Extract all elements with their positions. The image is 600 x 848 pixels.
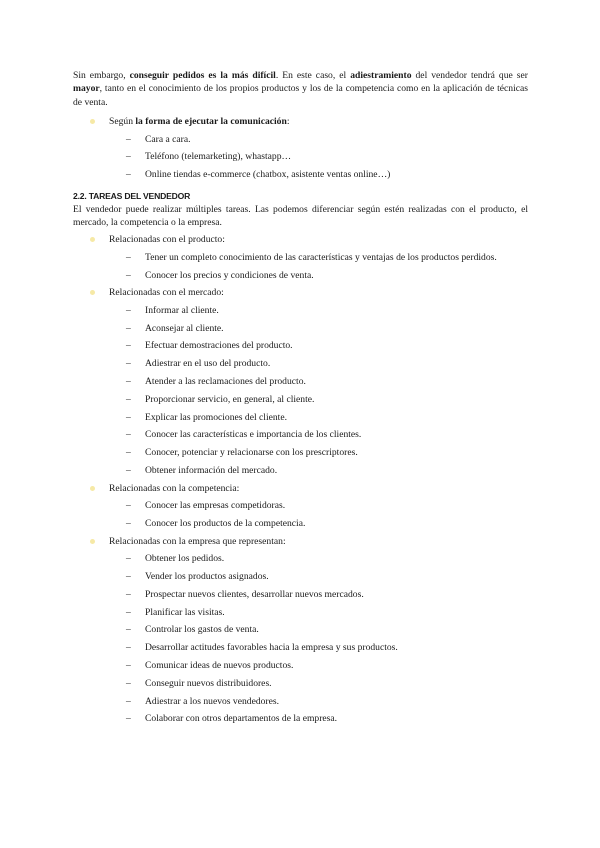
task-group-label: Relacionadas con el producto: — [109, 234, 225, 246]
list-item — [109, 357, 528, 370]
list-item-text: Obtener los pedidos. — [145, 553, 225, 565]
list-item — [109, 517, 528, 530]
task-group-label: Relacionadas con el mercado: — [109, 287, 224, 299]
list-item — [109, 339, 528, 352]
list-item-text: Comunicar ideas de nuevos productos. — [145, 660, 294, 671]
dash-icon: – — [126, 358, 131, 370]
task-sublist — [109, 552, 528, 726]
dash-icon: – — [126, 151, 131, 163]
list-item-text: Efectuar demostraciones del producto. — [145, 340, 293, 352]
communication-suffix: : — [286, 116, 290, 128]
list-item-text: Prospectar nuevos clientes, desarrollar nuevos mercados. — [145, 588, 364, 600]
list-item-text: Conseguir nuevos distribuidores. — [145, 677, 272, 689]
dash-icon: – — [126, 660, 131, 671]
dash-icon: – — [126, 588, 131, 600]
dash-icon: – — [126, 624, 131, 636]
dash-icon: – — [126, 393, 131, 405]
dash-icon: – — [126, 518, 131, 530]
list-item — [109, 150, 528, 163]
list-item-text: Conocer los precios y condiciones de venta. — [145, 269, 314, 281]
list-item — [109, 712, 528, 725]
list-item — [109, 606, 528, 619]
communication-bold: la forma de ejecutar la comunicación — [135, 116, 287, 128]
dash-icon: – — [126, 429, 131, 441]
list-item-text: Proporcionar servicio, en general, al cliente. — [145, 393, 315, 405]
dash-icon: – — [126, 713, 131, 725]
dash-icon: – — [126, 695, 131, 707]
intro-bold-2: adiestramiento — [350, 70, 412, 81]
list-item — [109, 570, 528, 583]
communication-list — [73, 115, 528, 181]
list-item — [109, 641, 528, 654]
list-item-text: Conocer las empresas competidoras. — [145, 500, 286, 512]
list-item — [109, 464, 528, 477]
dash-icon: – — [126, 251, 131, 263]
dash-icon: – — [126, 376, 131, 388]
list-item — [109, 322, 528, 335]
dash-icon: – — [126, 553, 131, 565]
dash-icon: – — [126, 606, 131, 618]
list-item-text: Conocer las características e importancia de los clientes. — [145, 429, 362, 441]
section-paragraph: El vendedor puede realizar múltiples tareas. Las podemos diferenciar según estén realizadas con el producto, el mercado, la competencia o la empresa. — [73, 203, 528, 229]
dash-icon: – — [126, 500, 131, 512]
list-item-text: Informar al cliente. — [145, 304, 219, 316]
list-item — [109, 499, 528, 512]
list-item — [109, 588, 528, 601]
bullet-dot-icon — [90, 539, 95, 544]
list-item — [109, 393, 528, 406]
list-item — [109, 659, 528, 672]
dash-icon: – — [126, 447, 131, 459]
bullet-dot-icon — [90, 486, 95, 491]
task-sublist — [109, 499, 528, 530]
task-group — [73, 482, 528, 531]
list-item-text: Explicar las promociones del cliente. — [145, 411, 287, 423]
list-item-text: Adiestrar en el uso del producto. — [145, 358, 271, 370]
list-item-text: Tener un completo conocimiento de las características y ventajas de los productos perdidos. — [145, 251, 497, 263]
dash-icon: – — [126, 571, 131, 583]
list-item — [109, 428, 528, 441]
list-item-text: Planificar las visitas. — [145, 606, 225, 618]
list-item-text: Teléfono (telemarketing), whastapp… — [145, 151, 292, 163]
list-item — [109, 168, 528, 181]
bullet-dot-icon — [90, 119, 95, 124]
intro-bold-3: mayor — [73, 83, 100, 95]
list-item-text: Colaborar con otros departamentos de la empresa. — [145, 713, 338, 725]
communication-bullet — [73, 115, 528, 181]
dash-icon: – — [126, 169, 131, 181]
dash-icon: – — [126, 677, 131, 689]
tasks-list — [73, 233, 528, 725]
intro-text-4: , tanto en el conocimiento de los propios productos y los de la competencia como en la aplicación de técnicas de venta. — [73, 83, 528, 108]
intro-text-1: Sin embargo, — [73, 70, 130, 81]
task-group-label: Relacionadas con la competencia: — [109, 482, 240, 494]
dash-icon: – — [126, 133, 131, 145]
list-item — [109, 375, 528, 388]
list-item — [109, 446, 528, 459]
list-item-text: Vender los productos asignados. — [145, 571, 269, 583]
intro-paragraph — [73, 69, 528, 109]
task-sublist — [109, 304, 528, 478]
task-group — [73, 233, 528, 282]
list-item-text: Cara a cara. — [145, 133, 191, 145]
list-item — [109, 411, 528, 424]
list-item-text: Atender a las reclamaciones del producto. — [145, 376, 306, 388]
list-item — [109, 133, 528, 146]
dash-icon: – — [126, 411, 131, 423]
task-group — [73, 535, 528, 726]
list-item — [109, 623, 528, 636]
document-page — [73, 69, 528, 730]
intro-text-3: del vendedor tendrá que ser — [411, 70, 528, 81]
task-sublist — [109, 251, 528, 282]
section-title: 2.2. TAREAS DEL VENDEDOR — [73, 190, 191, 201]
intro-text-2: . En este caso, el — [275, 70, 351, 81]
task-group — [73, 286, 528, 477]
dash-icon: – — [126, 304, 131, 316]
intro-bold-1: conseguir pedidos es la más difícil — [129, 70, 276, 81]
dash-icon: – — [126, 269, 131, 281]
list-item — [109, 695, 528, 708]
task-group-label: Relacionadas con la empresa que representan: — [109, 535, 286, 547]
list-item-text: Conocer los productos de la competencia. — [145, 518, 306, 530]
list-item-text: Controlar los gastos de venta. — [145, 624, 259, 636]
list-item — [109, 251, 528, 264]
list-item-text: Adiestrar a los nuevos vendedores. — [145, 695, 280, 707]
list-item-text: Desarrollar actitudes favorables hacia la empresa y sus productos. — [145, 642, 398, 654]
dash-icon: – — [126, 465, 131, 477]
list-item-text: Online tiendas e-commerce (chatbox, asistente ventas online…) — [145, 169, 391, 181]
dash-icon: – — [126, 340, 131, 352]
list-item-text: Aconsejar al cliente. — [145, 322, 224, 334]
list-item-text: Obtener información del mercado. — [145, 465, 278, 477]
list-item — [109, 552, 528, 565]
list-item — [109, 677, 528, 690]
communication-sublist — [109, 133, 528, 182]
communication-prefix: Según — [109, 116, 136, 128]
list-item — [109, 269, 528, 282]
dash-icon: – — [126, 322, 131, 334]
list-item — [109, 304, 528, 317]
bullet-dot-icon — [90, 290, 95, 295]
list-item-text: Conocer, potenciar y relacionarse con los prescriptores. — [145, 447, 358, 459]
dash-icon: – — [126, 642, 131, 654]
bullet-dot-icon — [90, 237, 95, 242]
